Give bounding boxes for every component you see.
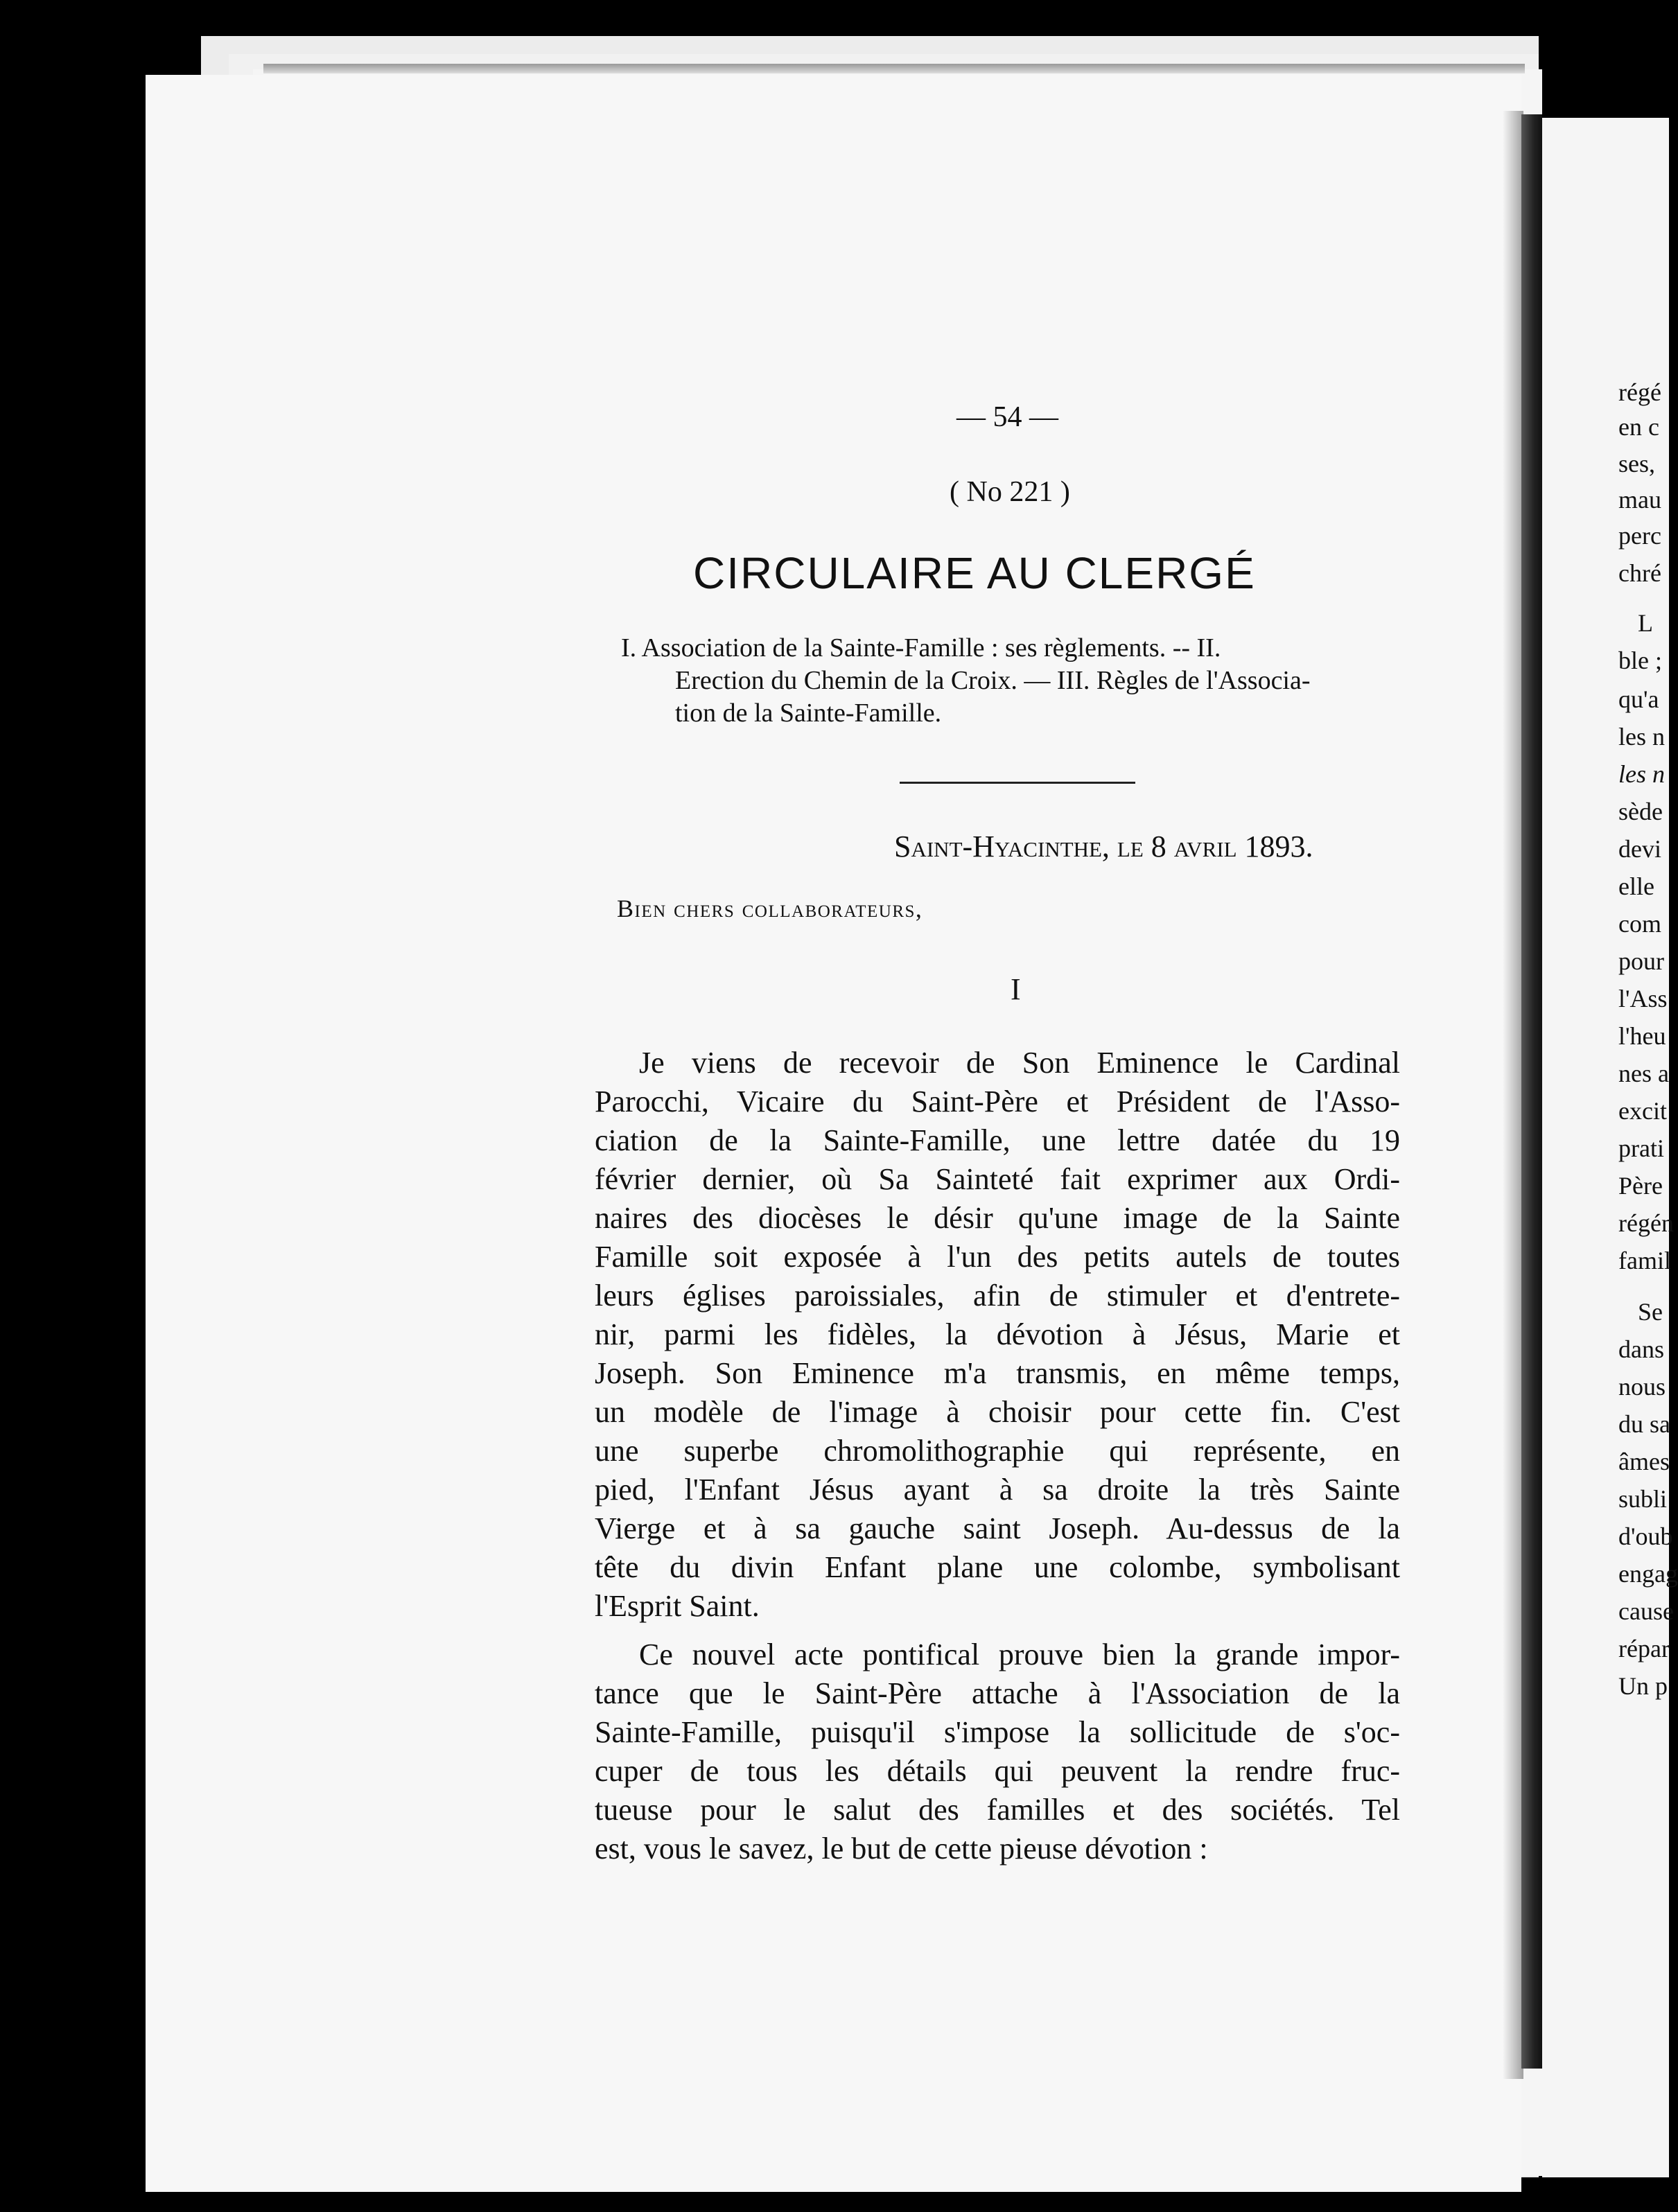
text-line: Joseph. Son Eminence m'a transmis, en même temps,	[595, 1356, 1400, 1390]
body-text	[595, 1044, 1400, 1868]
facing-page-line: en c	[1618, 413, 1659, 441]
summary-line: tion de la Sainte-Famille.	[675, 699, 942, 728]
facing-page-line: l'heu	[1618, 1022, 1666, 1050]
text-line: février dernier, où Sa Sainteté fait exprimer aux Ordi-	[595, 1162, 1400, 1196]
facing-page-line: les n	[1618, 760, 1665, 788]
facing-page-line: du sa	[1618, 1410, 1670, 1438]
text-line: Parocchi, Vicaire du Saint-Père et Président de l'Asso-	[595, 1085, 1400, 1118]
facing-page-line: régén	[1618, 1209, 1674, 1237]
text-line: Vierge et à sa gauche saint Joseph. Au-dessus de la	[595, 1511, 1400, 1545]
facing-page-line: Un p	[1618, 1672, 1668, 1700]
facing-page-line: d'oub	[1618, 1522, 1673, 1550]
summary	[621, 632, 1418, 730]
summary-line: I. Association de la Sainte-Famille : ses règlements. -- II.	[621, 633, 1221, 662]
text-line: cuper de tous les détails qui peuvent la rendre fruc-	[595, 1754, 1400, 1788]
facing-page-line: cause	[1618, 1597, 1674, 1625]
facing-page-line: subli	[1618, 1485, 1668, 1513]
text-line: Sainte-Famille, puisqu'il s'impose la sollicitude de s'oc-	[595, 1715, 1400, 1749]
text-line: l'Esprit Saint.	[595, 1589, 760, 1623]
facing-page-line: devi	[1618, 835, 1661, 863]
summary-line: Erection du Chemin de la Croix. — III. Règles de l'Associa-	[675, 666, 1311, 695]
paragraph-1	[595, 1044, 1400, 1626]
facing-page-line: nes a	[1618, 1060, 1669, 1087]
text-line: Famille soit exposée à l'un des petits autels de toutes	[595, 1240, 1400, 1274]
book-spine	[1521, 114, 1542, 2069]
text-line: ciation de la Sainte-Famille, une lettre datée du 19	[595, 1123, 1400, 1157]
facing-page-line: l'Ass	[1618, 985, 1668, 1012]
facing-page-line: engag	[1618, 1560, 1678, 1588]
facing-page-line: régé	[1618, 378, 1661, 406]
text-line: naires des diocèses le désir qu'une image de la Sainte	[595, 1201, 1400, 1235]
paragraph-2	[595, 1635, 1400, 1868]
page-title: CIRCULAIRE AU CLERGÉ	[693, 548, 1256, 598]
facing-page-line: Se	[1638, 1298, 1663, 1326]
facing-page-line: prati	[1618, 1134, 1664, 1162]
text-line: leurs églises paroissiales, afin de stimuler et d'entrete-	[595, 1279, 1400, 1313]
dateline	[894, 829, 1313, 864]
facing-page-line: famil	[1618, 1247, 1671, 1274]
salutation-text: Bien chers collaborateurs,	[617, 895, 923, 922]
salutation	[617, 894, 923, 923]
facing-page-line: Père	[1618, 1172, 1663, 1200]
text-line: tête du divin Enfant plane une colombe, symbolisant	[595, 1550, 1400, 1584]
facing-page-line: L	[1638, 609, 1653, 637]
facing-page-line: chré	[1618, 559, 1661, 587]
text-line: nir, parmi les fidèles, la dévotion à Jésus, Marie et	[595, 1317, 1400, 1351]
separator-rule	[900, 782, 1135, 784]
facing-page-line: les n	[1618, 723, 1665, 750]
text-line: une superbe chromolithographie qui représente, en	[595, 1434, 1400, 1468]
text-line: est, vous le savez, le but de cette pieuse dévotion :	[595, 1832, 1208, 1866]
facing-page-line: qu'a	[1618, 685, 1659, 713]
facing-page-line: nous	[1618, 1373, 1666, 1401]
facing-page-line: pour	[1618, 947, 1664, 975]
document-number: ( No 221 )	[950, 476, 1070, 508]
section-number: I	[1011, 972, 1021, 1006]
facing-page	[1542, 118, 1678, 2177]
gutter-shadow	[1503, 111, 1523, 2079]
text-line: un modèle de l'image à choisir pour cette fin. C'est	[595, 1395, 1400, 1429]
facing-page-line: perc	[1618, 522, 1661, 550]
text-line: tance que le Saint-Père attache à l'Association de la	[595, 1676, 1400, 1710]
dateline-text: Saint-Hyacinthe, le 8 avril 1893.	[894, 830, 1313, 863]
page-number: — 54 —	[956, 401, 1058, 433]
text-line: tueuse pour le salut des familles et des sociétés. Tel	[595, 1793, 1400, 1827]
facing-page-line: dans	[1618, 1335, 1664, 1363]
facing-page-line: mau	[1618, 486, 1661, 514]
text-line: Je viens de recevoir de Son Eminence le Cardinal	[639, 1046, 1400, 1080]
page-top-strip	[263, 64, 1525, 73]
facing-page-line: sède	[1618, 798, 1663, 825]
facing-page-line: ble ;	[1618, 647, 1662, 674]
facing-page-line: âmes	[1618, 1448, 1670, 1475]
facing-page-line: com	[1618, 910, 1661, 938]
facing-page-line: elle	[1618, 872, 1654, 900]
facing-page-line: répar	[1618, 1635, 1670, 1662]
text-line: pied, l'Enfant Jésus ayant à sa droite la très Sainte	[595, 1473, 1400, 1507]
facing-page-line: excit	[1618, 1097, 1667, 1125]
text-line: Ce nouvel acte pontifical prouve bien la grande impor-	[639, 1638, 1400, 1671]
facing-page-line: ses,	[1618, 450, 1655, 477]
